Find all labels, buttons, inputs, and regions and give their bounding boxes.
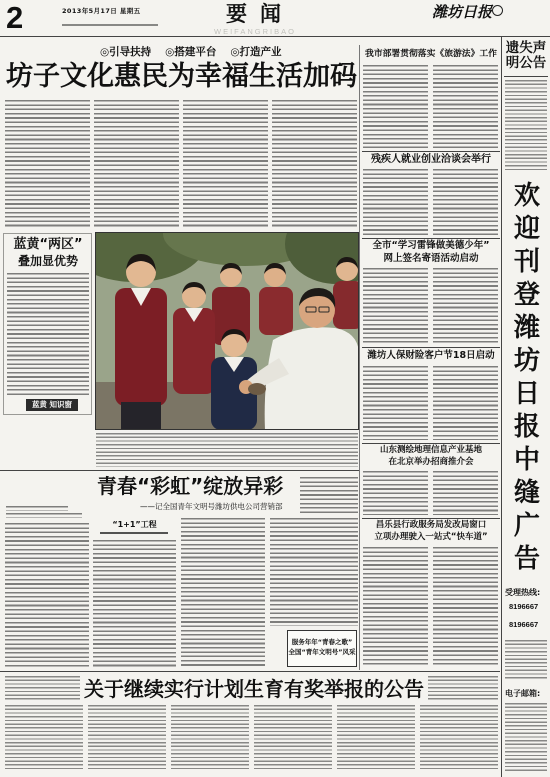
notice-top-rule [0, 671, 500, 672]
brief-body [363, 366, 428, 440]
brief-headline: 我市部署贯彻落实《旅游法》工作 [365, 49, 497, 59]
notice-body-column [420, 705, 498, 771]
photo-caption [96, 433, 358, 467]
header-rule [0, 36, 550, 37]
lead-kicker: ◎引导扶持 [100, 46, 152, 58]
notice-body-column [337, 705, 415, 771]
feature-byline [6, 506, 68, 511]
masthead-emblem-icon [492, 5, 503, 16]
lead-headline: 坊子文化惠民为幸福生活加码 [6, 61, 357, 92]
brief-body [433, 547, 498, 667]
feature-headline: 青春“彩虹”绽放异彩 [97, 474, 284, 498]
lead-kicker-row [100, 47, 296, 58]
ad-strip-title: 遗失声明公告 [505, 40, 547, 71]
brief-body [433, 65, 498, 148]
brief-headline: 山东测绘地理信息产业基地 [379, 445, 482, 455]
ad-strip-rule [504, 76, 548, 77]
held-object [248, 383, 266, 395]
hotline-number: 8196667 [509, 620, 539, 629]
lead-body-column [5, 100, 90, 229]
brief-rule [362, 443, 500, 444]
feature-body-column [270, 518, 358, 626]
notice-side-text [428, 676, 498, 700]
brief-body [363, 169, 428, 235]
brief-body [433, 471, 498, 515]
issue-date: 2013年5月17日 星期五 [62, 7, 141, 15]
ad-strip-divider [501, 37, 502, 777]
brief-rule [362, 238, 500, 239]
lead-kicker: ◎打造产业 [230, 46, 282, 58]
notice-body-column [254, 705, 332, 771]
brief-headline: 网上签名寄语活动启动 [383, 253, 479, 264]
brief-body [363, 547, 428, 667]
ad-strip-contact-text [505, 703, 547, 771]
hotline-label: 受理热线: [505, 588, 541, 597]
notice-intro-text [5, 676, 80, 700]
notice-headline: 关于继续实行计划生育有奖举报的公告 [84, 677, 424, 701]
news-photo [95, 232, 359, 430]
brief-headline: 全市“学习雷锋做美德少年” [372, 240, 490, 251]
lead-kicker: ◎搭建平台 [165, 46, 217, 58]
student-figure [333, 257, 359, 329]
brief-headline: 残疾人就业创业洽谈会举行 [371, 154, 491, 165]
feature-subtitle: ——记全国青年文明号潍坊供电公司营销部 [140, 502, 283, 511]
column-divider [359, 45, 360, 670]
pullbox-line: 服务年年“青春之歌” [291, 638, 353, 646]
feature-subhead-line [100, 532, 168, 534]
notice-body-column [171, 705, 249, 771]
lead-body-column [272, 100, 357, 229]
brief-headline: 立项办理驶入一站式“快车道” [374, 532, 488, 542]
sidebar-headline: 蓝黄“两区” [13, 237, 83, 252]
brief-headline: 在北京举办招商推介会 [388, 457, 474, 467]
ad-strip-slogan: 欢迎刊登潍坊日报中缝广告 [513, 181, 540, 574]
brief-body [363, 471, 428, 515]
feature-pullbox [287, 630, 357, 667]
brief-rule [362, 347, 500, 348]
feature-body-column [93, 540, 176, 668]
page-number: 2 [6, 0, 24, 35]
column-tag: 蓝黄 知识窗 [26, 399, 78, 411]
sidebar-headline: 叠加显优势 [17, 254, 78, 268]
pullbox-line: 全国“青年文明号”风采 [288, 648, 356, 657]
brief-body [363, 65, 428, 148]
section-latin-title: WEIFANGRIBAO [214, 27, 296, 36]
notice-body-column [5, 705, 83, 771]
feature-subhead: “1+1”工程 [112, 520, 157, 529]
feature-body-column [300, 477, 358, 513]
feature-byline [6, 513, 82, 518]
brief-rule [362, 518, 500, 519]
brief-rule [362, 151, 500, 152]
notice-body-column [88, 705, 166, 771]
section-title: 要闻 [226, 2, 294, 26]
brief-body [363, 268, 428, 344]
brief-body [433, 268, 498, 344]
feature-top-rule [0, 470, 359, 471]
email-label: 电子邮箱: [505, 689, 541, 698]
brief-headline: 潍坊人保财险客户节18日启动 [367, 350, 495, 361]
ad-strip-contact-text [505, 640, 547, 680]
lost-notice-text [505, 80, 547, 170]
brief-headline: 昌乐县行政服务局发改局窗口 [375, 520, 487, 530]
feature-body-column [181, 518, 265, 668]
masthead-logo: 潍坊日报 [432, 3, 493, 21]
lead-body-column [183, 100, 268, 229]
feature-body-column [5, 523, 89, 668]
brief-body [433, 169, 498, 235]
sidebar-body [7, 273, 89, 395]
editor-credits-line [62, 24, 158, 26]
brief-body [433, 366, 498, 440]
hotline-number: 8196667 [509, 602, 539, 611]
lead-body-column [94, 100, 179, 229]
